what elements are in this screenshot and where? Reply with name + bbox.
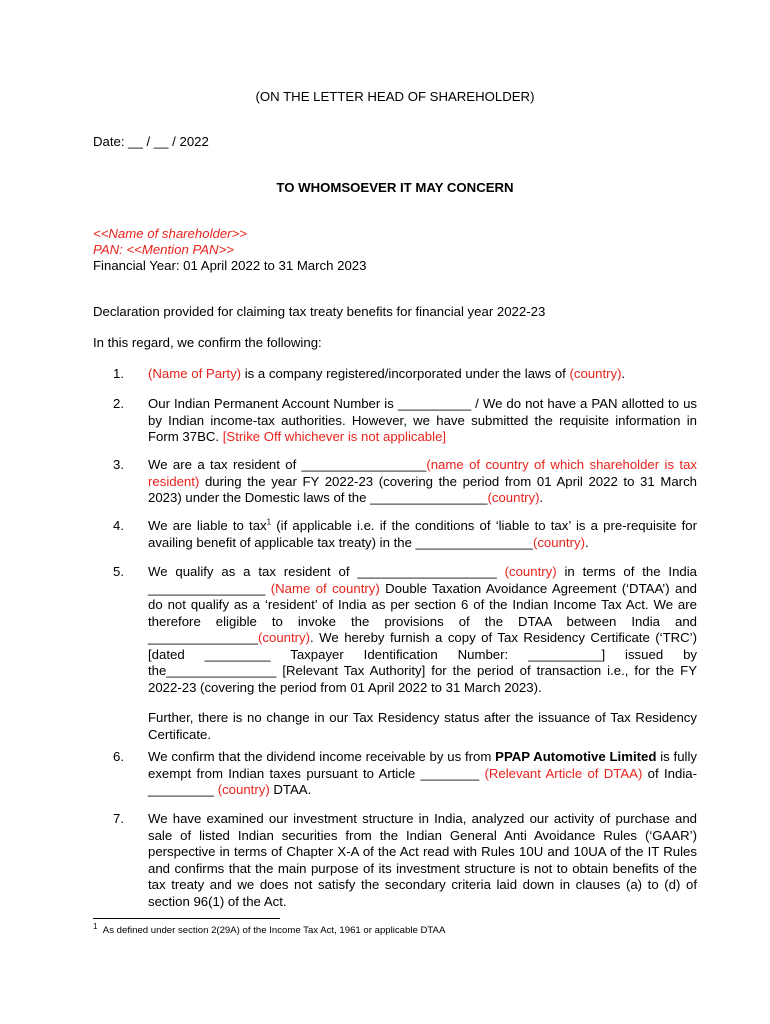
country-of-residence-placeholder: (name of country of which shareholder is tax resident) bbox=[148, 457, 697, 489]
clause-text: . bbox=[621, 366, 626, 381]
clause-text: during the year FY 2022-23 (covering the period from 01 April 2022 to 31 March 2023) under the Domestic laws of the ________________ bbox=[148, 473, 697, 505]
clause-number: 2. bbox=[113, 396, 124, 411]
clause-7 bbox=[93, 811, 697, 910]
clause-text: is a company registered/incorporated under the laws of bbox=[241, 366, 570, 381]
country-name-placeholder: (Name of country) bbox=[270, 580, 380, 596]
country-placeholder: (country) bbox=[258, 630, 311, 645]
clause-text: . bbox=[584, 534, 589, 550]
declaration-line: Declaration provided for claiming tax treaty benefits for financial year 2022-23 bbox=[93, 304, 546, 319]
clause-text: We qualify as a tax resident of ___________________ bbox=[148, 564, 505, 579]
clause-text: We confirm that the dividend income receivable by us from bbox=[148, 749, 496, 764]
clause-text: (if applicable i.e. if the conditions of ‘liable to tax’ is a pre-requisite for availing benefit of applicable tax treaty) in the ________________ bbox=[148, 518, 697, 550]
company-name: PPAP Automotive Limited bbox=[495, 749, 657, 764]
financial-year-line: Financial Year: 01 April 2022 to 31 March 2023 bbox=[93, 258, 367, 273]
clause-text: We are a tax resident of _________________ bbox=[148, 457, 427, 472]
clause-5 bbox=[93, 564, 697, 743]
clause-number: 5. bbox=[113, 564, 124, 579]
clause-text: in terms of the India ________________ bbox=[148, 564, 698, 596]
clause-number: 6. bbox=[113, 749, 124, 764]
clause-3 bbox=[93, 457, 697, 507]
date-line: Date: __ / __ / 2022 bbox=[93, 134, 209, 149]
footnote-marker: 1 bbox=[93, 921, 98, 931]
clause-text: DTAA. bbox=[269, 782, 312, 797]
dtaa-article-placeholder: (Relevant Article of DTAA) bbox=[484, 765, 643, 781]
shareholder-name-placeholder: <<Name of shareholder>> bbox=[93, 226, 247, 241]
clause-text: is fully exempt from Indian taxes pursuant to Article ________ bbox=[148, 749, 697, 781]
country-placeholder: (country) bbox=[569, 366, 622, 381]
clause-text: of India-_________ bbox=[148, 765, 697, 797]
clause-1 bbox=[93, 366, 697, 383]
document-title: TO WHOMSOEVER IT MAY CONCERN bbox=[276, 180, 514, 195]
clause-5-second-paragraph: Further, there is no change in our Tax Residency status after the issuance of Tax Residency Certificate. bbox=[148, 710, 697, 742]
clause-text: We are liable to tax bbox=[148, 518, 267, 533]
footnote bbox=[93, 921, 446, 937]
clause-number: 4. bbox=[113, 518, 124, 533]
footnote-reference: 1 bbox=[266, 517, 272, 527]
clause-number: 1. bbox=[113, 366, 124, 381]
clause-number: 7. bbox=[113, 811, 124, 826]
footnote-text: As defined under section 2(29A) of the Income Tax Act, 1961 or applicable DTAA bbox=[102, 925, 446, 936]
country-placeholder: (country) bbox=[487, 490, 540, 505]
country-placeholder: (country) bbox=[532, 534, 585, 550]
party-name-placeholder: (Name of Party) bbox=[148, 366, 242, 381]
clause-text: Our Indian Permanent Account Number is __________ / We do not have a PAN allotted to us by Indian income-tax authorities. However, we have submitted the requisite information in Form 37BC. bbox=[148, 396, 697, 444]
clause-text: We have examined our investment structure in India, analyzed our activity of purchase and sale of listed Indian securities from the Indian General Anti Avoidance Rules (‘GAAR’) perspective in terms of Chapter X-A of the Act read with Rules 10U and 10UA of the IT Rules and confirms that the main purpose of its investment structure is not to obtain benefits of the tax treaty and we does not satisfy the secondary criteria laid down in clauses (a) to (d) of section 96(1) of the Act. bbox=[148, 811, 697, 909]
pan-placeholder: PAN: <<Mention PAN>> bbox=[93, 242, 234, 257]
clause-6 bbox=[93, 749, 697, 799]
clause-number: 3. bbox=[113, 457, 124, 472]
footnote-divider bbox=[93, 918, 280, 919]
clause-text: Double Taxation Avoidance Agreement (‘DTAA’) and do not qualify as a ‘resident’ of India as per section 6 of the Indian Income Tax Act. We are therefore eligible to invoke the provisions of the DTAA between India and _______________ bbox=[148, 580, 697, 645]
clause-2 bbox=[93, 396, 697, 446]
clause-4 bbox=[93, 518, 697, 551]
clause-text: . bbox=[539, 490, 544, 505]
country-placeholder: (country) bbox=[217, 782, 270, 797]
letterhead-note: (ON THE LETTER HEAD OF SHAREHOLDER) bbox=[255, 89, 535, 104]
country-placeholder: (country) bbox=[504, 564, 557, 579]
strike-off-note: [Strike Off whichever is not applicable] bbox=[222, 429, 447, 444]
clause-text: . We hereby furnish a copy of Tax Residency Certificate (‘TRC’) [dated _________ Taxpayer Identification Number: __________] issued by the_______________ [Relevant Tax Authority] for the period of transaction i.e., for the FY 2022-23 (covering the period from 01 April 2022 to 31 March 2023). bbox=[148, 630, 697, 695]
confirm-line: In this regard, we confirm the following: bbox=[93, 335, 322, 350]
